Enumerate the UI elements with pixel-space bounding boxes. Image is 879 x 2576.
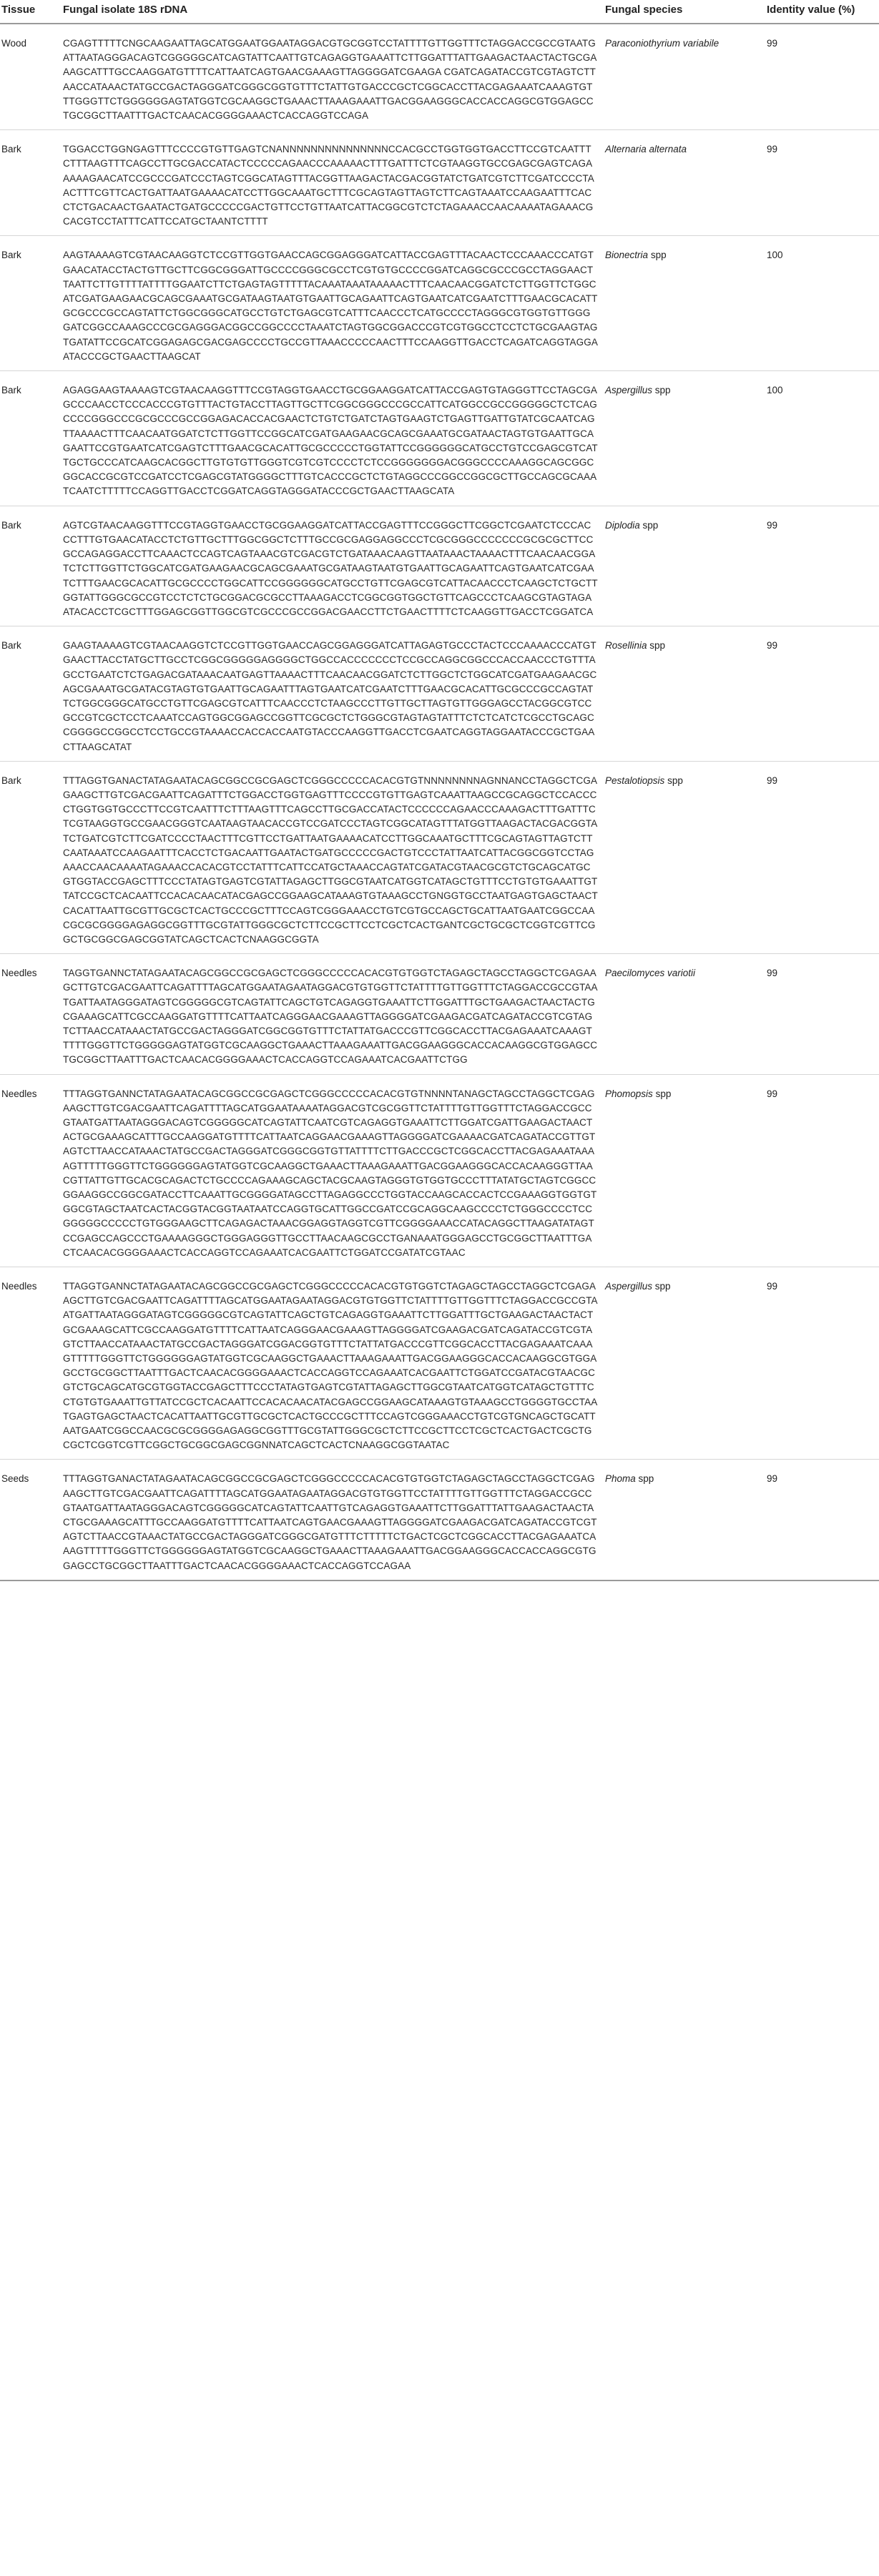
identity-cell: 99 — [767, 761, 879, 953]
identity-cell: 99 — [767, 626, 879, 762]
tissue-cell: Wood — [0, 24, 63, 130]
species-cell — [605, 761, 767, 953]
species-spp: spp — [667, 775, 683, 786]
header-species: Fungal species — [605, 0, 767, 24]
species-cell — [605, 626, 767, 762]
sequence-cell: TGGACCTGGNGAGTTTCCCCGTGTTGAGTCNANNNNNNNNNNNNNNNCCACGCCTGGTGGTGACCTTCCGTCAATTTCTTTAAGTTTCAGCCTTGCGACCATACTCCCCCAGAACCCAAAAACTTTGATTTCTCGTAAGGTGCCGAGCGAGTCAGAAAAAGAACATCCGCCCGATCCCTAGTCGGCATAGTTTACGGTTAAGACTACGACGGTATCTGATCGTCTTCGATCCCCTAACTTTCGTTCACTGATTAATGAAAACATCCTTGGCAAATGCTTTCGCAGTAGTTAGTCTTCAGTAAATCCAAGAATTTCACCTCTGACAACTGAATACTGATGCCCCCGACTGTTCCTGTTAATCATTACGGCGTCTCTAGAAACCAACAAAATAGAAACGCACGTCCTATTTCATTCCATGCTAANTCTTTT — [63, 130, 605, 236]
sequence-cell: TAGGTGANNCTATAGAATACAGCGGCCGCGAGCTCGGGCCCCCACACGTGTGGTCTAGAGCTAGCCTAGGCTCGAGAAGCTTGTCGACGAATTCAGATTTTAGCATGGAATAGAATAGGACGTGTGGTTCTATTTTGTTGGTTTCTAGGACCGCCGTAATGATTAATAGGGATAGTCGGGGGCGTCAGTATTCAGCTGTCAGAGGTGAAATTCTTGGATTTGCTGAAGACTAACTACTGCGAAAGCATTCGCCAAGGATGTTTTCATTAATCAGGGAACGAAAGTTAGGGGATCGAAGACGATCAGATACCGTCGTAGTCTTAACCATAAACTATGCCGACTAGGGATCGGCGGTGTTTCTATTATGACCCGTTCGGCACCTTACGAGAAATCAAAGTTTTTGGGTTCTGGGGGAGTATGGTCGCAAGGCTGAAACTTAAAGAAATTGACGGAAGGGCACCACAAGGCGTGGAGCCTGCGGCTTAATTTGACTCAACACGGGGAAACTCACCAGGTCCAGAAATCACGAATTCTGG — [63, 954, 605, 1074]
species-cell — [605, 954, 767, 1074]
species-genus: Bionectria — [605, 250, 649, 261]
species-spp: spp — [654, 385, 671, 396]
sequence-cell: GAAGTAAAAGTCGTAACAAGGTCTCCGTTGGTGAACCAGCGGAGGGATCATTAGAGTGCCCTACTCCCAAAACCCATGTGAACTTACCTATGCTTGCCTCGGCGGGGGAGGGGCTGGCCACCCCCCCTCCGCCAGGCGGCCCACCAACCCTGTTTAGCCTGAATCTCTGAGACGATAAACAATGAGTTAAAACTTTCAACAACGGATCTCTTGGCTCTGGCATCGATGAAGAACGCAGCGAAATGCGATACGTAGTGTGAATTGCAGAATTTAGTGAATCATCGAATCTTTGAACGCACATTGCGCCCGCCAGTATTCTGGCGGGCATGCCTGTTCGAGCGTCATTTCAACCCTCTAAGCCCTTGTTGCTTAGTGTTGGGAGCCTACGGCGTCCGCCGTCGCTCCTCAAATCCAGTGGCGGAGCCGGTTCGCGCTCTGGGCGTAGTAGTATTTCTCTCATCTCGCCTGCAGCCGGGGCCGGCCTCCTGCCGTAAAACCACCACCAATGTACCCAAGGTTGACCTCGAATCAGGTAGGAATACCCGCTGAACTTAAGCATAT — [63, 626, 605, 762]
header-identity: Identity value (%) — [767, 0, 879, 24]
header-row — [0, 0, 879, 24]
table-row — [0, 1074, 879, 1267]
species-spp: spp — [642, 519, 659, 531]
table-header — [0, 0, 879, 24]
identity-cell: 99 — [767, 1460, 879, 1580]
species-genus: Aspergillus — [605, 1281, 653, 1292]
tissue-cell: Bark — [0, 761, 63, 953]
table-row — [0, 506, 879, 626]
tissue-cell: Bark — [0, 371, 63, 506]
species-genus: Rosellinia — [605, 640, 647, 652]
species-cell — [605, 1460, 767, 1580]
table-row — [0, 1460, 879, 1580]
tissue-cell: Bark — [0, 626, 63, 762]
identity-cell: 99 — [767, 130, 879, 236]
species-spp: spp — [655, 1088, 672, 1099]
table-row — [0, 1267, 879, 1460]
species-spp: spp — [650, 250, 667, 261]
header-sequence: Fungal isolate 18S rDNA — [63, 0, 605, 24]
species-cell — [605, 506, 767, 626]
sequence-cell: TTTAGGTGANNCTATAGAATACAGCGGCCGCGAGCTCGGGCCCCCACACGTGTNNNNTANAGCTAGCCTAGGCTCGAGAAGCTTGTCGACGAATTCAGATTTTAGCATGGAATAAAATAGGACGTCGCGGTTCTATTTTGTTGGTTTCTAGGACCGCCGTAATGATTAATAGGGACAGTCGGGGGCATCAGTATTCAATCGTCAGAGGTGAAATTCTTGGATCGATTGAAGACTAACTACTGCGAAAGCATTTGCCAAGGATGTTTTCATTAATCAGGAACGAAAGTTAGGGGATCGAAAACGATCAGATACCGTTGTAGTCTTAACCATAAACTATGCCGACTAGGGATCGGGCGGTGTTATTTTCTTGACCCGCTCGGCACCTTACGAGAAATAAAAGTTTTTGGGTTCTGGGGGGAGTATGGTCGCAAGGCTGAAACTTAAAGAAATTGACGGAAGGGCACCACAAGGGTTAACGTTATTGTTGCACGCAGACTCTGCCCCAGAAAGCAGCTACGCAAGTAGGGTGTGGTGCCCTTTATATGCTAGTCGGCCGGAAGGCCGGCGATACCTTCAAATTGCGGGGATAGCCTTAGAGGCCCTGGTACCAAGCACCACTCCGAAAGGTGGTGTGGCGTAGCTAATCACTACGGTACGGTAATAATCCAGGTGCATTGGCCGATCCGCAGGCAAGCCCCTCTGGGCCCCTCCGGGGGCCCCCTGTGGGAAGCTTCAGAGACTAAACGGAGGTAGGTCGTTCGGGGAAACCATACAGGCTTAAGATATAGTCCGAGCCAGCCCTGAAAAGGGCTGGGAGGGTTGCCTTAACAAGCGCCTGANAAATGGGAGCCTGCGGCTTAATTTGACTCAACACGGGGAAACTCACCAGGTCCAGAAATCACGAATTCTGGATCCGATATCGTAAC — [63, 1074, 605, 1267]
table-row — [0, 24, 879, 130]
identity-cell: 100 — [767, 371, 879, 506]
tissue-cell: Bark — [0, 236, 63, 371]
tissue-cell: Needles — [0, 954, 63, 1074]
species-genus: Pestalotiopsis — [605, 775, 665, 786]
sequence-cell: CGAGTTTTTCNGCAAGAATTAGCATGGAATGGAATAGGACGTGCGGTCCTATTTTGTTGGTTTCTAGGACCGCCGTAATGATTAATAGGGACAGTCGGGGGCATCAGTATTCAATTGTCAGAGGTGAAATTCTTGGATTTATTGAAGACTAACTACTGCGAAAGCATTTGCCAAGGATGTTTTCATTAATCAGTGAACGAAAGTTAGGGGATCGAAGA CGATCAGATACCGTCGTAGTCTTAACCATAAACTATGCCGACTAGGGATCGGGCGGTGTTTCTATTGTGACCCGCTCGGCACCTTACGAGAAATCAAAGTGTTTGGGTTCTGGGGGGAGTATGGTCGCAAGGCTGAAACTTAAAGAAATTGACGGAAGGGCACCACCAGGCGTGGAGCCTGCGGCTTAATTTGACTCAACACGGGGAAACTCACCAGGTCCAGA — [63, 24, 605, 130]
species-genus: Phoma — [605, 1473, 636, 1485]
species-genus: Paecilomyces variotii — [605, 968, 696, 979]
table-row — [0, 130, 879, 236]
table-row — [0, 236, 879, 371]
species-cell — [605, 1074, 767, 1267]
species-cell — [605, 24, 767, 130]
identity-cell: 99 — [767, 1267, 879, 1460]
identity-cell: 99 — [767, 1074, 879, 1267]
sequence-cell: TTAGGTGANNCTATAGAATACAGCGGCCGCGAGCTCGGGCCCCCACACGTGTGGTCTAGAGCTAGCCTAGGCTCGAGAAGCTTGTCGACGAATTCAGATTTTAGCATGGAATAGAATAGGACGTGTGGTTCTATTTTGTTGGTTTCTAGGACCGCCGTAATGATTAATAGGGATAGTCGGGGGCGTCAGTATTCAGCTGTCAGAGGTGAAATTCTTGGATTTGCTGAAGACTAACTACTGCGAAAGCATTCGCCAAGGATGTTTTCATTAATCAGGGAACGAAAGTTAGGGGATCGAAGACGATCAGATACCGTCGTAGTCTTAACCATAAACTATGCCGACTAGGGATCGGACGGTGTTTCTATTATGACCCGTTCGGCACCTTACGAGAAATCAAAGTTTTTGGGTTCTGGGGGGAGTATGGTCGCAAGGCTGAAACTTAAAGAAATTGACGGAAGGGCACCACAAGGCGTGGAGCCTGCGGCTTAATTTGACTCAACACGGGGAAACTCACCAGGTCCAGAAATCACGAATTCTGGATCCGATACGTAACGCGTCTGCAGCATGCGTGGTACCGAGCTTTCCCTATAGTGAGTCGTATTAGAGCTTGGCGTAATCATGGTCATAGCTGTTTCCTGTGTGAAATTGTTATCCGCTCACAATTCCACACAACATACGAGCCGGAAGCATAAAGTGTAAAGCCTGGGGTGCCTAATGAGTGAGCTAACTCACATTAATTGCGTTGCGCTCACTGCCCGCTTTCCAGTCGGGAAACCTGTCGTGNCAGCTGCATTAATGAATCGGCCAACGCGCGGGGAGAGGCGGTTTGCGTATTGGGCGCTCTTCCGCTTCCTCGCTCACTGACTCGCTGCGCTCGGTCGTTCGGCTGCGGCGAGCGGNNATCAGCTCACTCNAAGGCGGTAATAC — [63, 1267, 605, 1460]
species-genus: Phomopsis — [605, 1088, 653, 1099]
table-row — [0, 371, 879, 506]
table-body — [0, 24, 879, 1580]
tissue-cell: Seeds — [0, 1460, 63, 1580]
identity-cell: 99 — [767, 24, 879, 130]
species-genus: Aspergillus — [605, 385, 653, 396]
identity-cell: 99 — [767, 954, 879, 1074]
species-spp: spp — [638, 1473, 654, 1485]
sequence-cell: AGTCGTAACAAGGTTTCCGTAGGTGAACCTGCGGAAGGATCATTACCGAGTTTCCGGGCTTCGGCTCGAATCTCCCACCCTTTGTGAACATACCTCTGTTGCTTTGGCGGCTCTTTGCCGCGAGGAGGCCCTCGCGGGCCCCCCCGCGCGCTTCCGCCAGAGGACCTTCAAACTCCAGTCAGTAAACGTCGACGTCTGATAAACAAGTTAATAAACTAAAACTTTCAACAACGGATCTCTTGGTTCTGGCATCGATGAAGAACGCAGCGAAATGCGATAAGTAATGTGAATTGCAGAATTCAGTGAATCATCGAATCTTTGAACGCACATTGCGCCCCTGGCATTCCGGGGGGCATGCCTGTTCGAGCGTCATTACAACCCTCAAGCTCTGCTTGGTATTGGGCGCCGTCCTCTCTGCGGACGCGCCTTAAAGACCTCGGCGGTGGCTGTTCAGCCCTCAAGCGTAGTAGAATACACCTCGCTTTGGAGCGGTTGGCGTCGCCCGCCGGACGAACCTTCTGAACTTTTCTCAAGGTTGACCTCGGATCA — [63, 506, 605, 626]
table-row — [0, 626, 879, 762]
species-spp: spp — [649, 640, 666, 652]
table-row — [0, 954, 879, 1074]
sequence-cell: AGAGGAAGTAAAAGTCGTAACAAGGTTTCCGTAGGTGAACCTGCGGAAGGATCATTACCGAGTGTAGGGTTCCTAGCGAGCCCAACCTCCCACCCGTGTTTACTGTACCTTAGTTGCTTCGGCGGGCCCGCCATTCATGGCCGCCGGGGGCTCTCAGCCCCGGGCCCGCGCCCGCCGGAGACACCACGAACTCTGTCTGATCTAGTGAAGTCTGAGTTGATTGTATCGCAATCAGTTAAAACTTTCAACAATGGATCTCTTGGTTCCGGCATCGATGAAGAACGCAGCGAAATGCGATAACTAGTGTGAATTGCAGAATTCCGTGAATCATCGAGTCTTTGAACGCACATTGCGCCCCCTGGTATTCCGGGGGGCATGCCTGTCCGAGCGTCATTGCTGCCCATCAAGCACGGCTTGTGTGTTGGGTCGTCGTCCCCTCTCCGGGGGGGACGGGCCCCAAAGGCAGCGGCGGCACCGCGTCCGATCCTCGAGCGTATGGGGCTTTGTCACCCGCTCTGTAGGCCCGGCCGGCGCTTGCCAGCGCAAATCAATCTTTTTCCAGGTTGACCTCGGATCAGGTAGGGATACCCGCTGAACTTAAGCATA — [63, 371, 605, 506]
species-cell — [605, 1267, 767, 1460]
species-cell — [605, 371, 767, 506]
species-cell — [605, 130, 767, 236]
species-spp: spp — [654, 1281, 671, 1292]
species-genus: Alternaria alternata — [605, 144, 687, 155]
sequence-cell: TTTAGGTGANACTATAGAATACAGCGGCCGCGAGCTCGGGCCCCCACACGTGTNNNNNNNNAGNNANCCTAGGCTCGAGAAGCTTGTCGACGAATTCAGATTTCTGGACCTGGTGAGTTTCCCCGTGTTGAGTCAAATTAAGCCGCAGGCTCCACCCCTGGTGGTGCCCTTCCGTCAATTTCTTTAAGTTTCAGCCTTGCGACCATACTCCCCCCAGAACCCAAAGACTTTGATTTCTCGTAAGGTGCCGAACGGGTCAATAAGTAACACCGTCCGATCCCTAGTCGGCATAGTTTATGGTTAAGACTACGACGGTATCTGATCGTCTTCGATCCCCTAACTTTCGTTCCTGATTAATGAAAACATCCTTGGCAAATGCTTTCGCAGTAGTTAGTCTTCAATAAATCCAAGAATTTCACCTCTGACAATTGAATACTGATGCCCCCGACTGTCCCTATTAATCATTACGGCGGTCCTAGAAACCAACAAAATAGAAACCACACGTCCTATTTCATTCCATGCTAAACCAGTATCGATACGTAACGCGTCTGCAGCATGCGTGGTACCGAGCTTTCCCTATAGTGAGTCGTATTAGAGCTTGGCGTAATCATGGTCATAGCTGTTTCCTGTGTGAAATTGTTATCCGCTCACAATTCCACACAACATACGAGCCGGAAGCATAAAGTGTAAAGCCTGNGGTGCCTAATGAGTGAGCTAACTCACATTAATTGCGTTGCGCTCACTGCCCGCTTTCCAGTCGGGAAACCTGTCGTGCCAGCTGCATTAATGAATCGGCCAACGCGCGGGGAGAGGCGGTTTGCGTATTGGGCGCTCTTCCGCTTCCTCGCTCACTGANTCGCTGCGCTCGGTCGTTCGGCTGCGGCGAGCGGTATCAGCTCACTCNAAGGCGGTA — [63, 761, 605, 953]
tissue-cell: Needles — [0, 1074, 63, 1267]
tissue-cell: Bark — [0, 130, 63, 236]
species-cell — [605, 236, 767, 371]
tissue-cell: Needles — [0, 1267, 63, 1460]
header-tissue: Tissue — [0, 0, 63, 24]
identity-cell: 100 — [767, 236, 879, 371]
sequence-cell: TTTAGGTGANACTATAGAATACAGCGGCCGCGAGCTCGGGCCCCCACACGTGTGGTCTAGAGCTAGCCTAGGCTCGAGAAGCTTGTCGACGAATTCAGATTTTAGCATGGAATAGAATAGGACGTGTGGTTCCTATTTTGTTGGTTTCTAGGACCGCCGTAATGATTAATAGGGACAGTCGGGGGCATCAGTATTCAATTGTCAGAGGTGAAATTCTTGGATTTATTGAAGACTAACTACTGCGAAAGCATTTGCCAAGGATGTTTTCATTAATCAGTGAACGAAAGTTAGGGGATCGAAGACGATCAGATACCGTCGTAGTCTTAACCGTAAACTATGCCGACTAGGGATCGGGCGATGTTTCTTTTTCTGACTCGCTCGGCACCTTACGAGAAATCAAAGTTTTTGGGTTCTGGGGGGAGTATGGTCGCAAGGCTGAAACTTAAAGAAATTGACGGAAGGGCACCACCAGGCGTGGAGCCTGCGGCTTAATTTGACTCAACACGGGGAAACTCACCAGGTCCAGAA — [63, 1460, 605, 1580]
identity-cell: 99 — [767, 506, 879, 626]
table-row — [0, 761, 879, 953]
sequence-cell: AAGTAAAAGTCGTAACAAGGTCTCCGTTGGTGAACCAGCGGAGGGATCATTACCGAGTTTACAACTCCCAAACCCATGTGAACATACCTACTGTTGCTTCGGCGGGATTGCCCCGGGCGCCTCGTGTGCCCCGGATCAGGCGCCCGCCTAGGAACTTAATTCTTGTTTTATTTTGGAATCTTCTGAGTAGTTTTTACAAATAAATAAAAACTTTCAACAACGGATCTCTTGGTTCTGGCATCGATGAAGAACGCAGCGAAATGCGATAAGTAATGTGAATTGCAGAATTCAGTGAATCATCGAATCTTTGAACGCACATTGCGCCCGCCAGTATTCTGGCGGGCATGCCTGTCTGAGCGTCATTTCAACCCTCATGCCCCTAGGGCGTGGTGTTGGGGATCGGCCAAAGCCCGCGAGGGACGGCCGGCCCCTAAATCTAGTGGCGGACCCGTCGTGGCCTCCTCTGCGAAGTAGTGATATTCCGCATCGGAGAGCGACGAGCCCCTGCCGTTAAACCCCCAACTTTCCAAGGTTGACCTCAGATCAGGTAGGAATACCCGCTGAACTTAAGCAT — [63, 236, 605, 371]
species-genus: Paraconiothyrium variabile — [605, 38, 720, 49]
species-genus: Diplodia — [605, 519, 640, 531]
tissue-cell: Bark — [0, 506, 63, 626]
